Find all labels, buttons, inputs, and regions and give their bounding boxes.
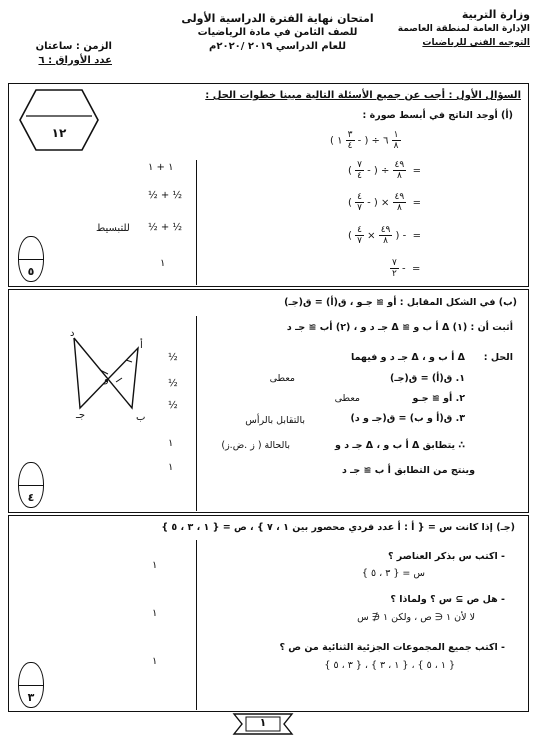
part-a-title: (أ) أوجد الناتج في أبسط صورة :: [362, 110, 513, 121]
dept-label: التوجيه الفني للرياضيات: [422, 38, 530, 48]
total-score-value: ١٢: [51, 126, 67, 140]
part-b-title: (ب) في الشكل المقابل : أو ≅ جـو ، ق(أ) = ق(جـ): [284, 297, 517, 308]
prove-label: أثبت أن : (١) Δ أ ب و ≅ Δ جـ د و ، (٢) أب ≅ جـ د: [286, 322, 513, 333]
simplify-label: للتبسيط: [96, 223, 130, 234]
mark-3c: ١: [152, 656, 158, 667]
mark-1d: ١: [160, 258, 166, 269]
fig-label-j: جـ: [76, 410, 86, 421]
header-right: [380, 8, 530, 50]
sol-line1-note: معطى: [269, 373, 295, 384]
section3-score-box: [18, 662, 44, 708]
exam-grade: للصف الثامن في مادة الرياضيات: [197, 27, 358, 38]
header-left: [12, 40, 112, 68]
mark-3a: ١: [152, 560, 158, 571]
sol-line5: وينتج من التطابق أ ب ≅ جـ د: [341, 465, 475, 476]
section3-divider: [196, 540, 197, 710]
section1-score: ٥: [27, 265, 35, 278]
mark-2c: ½: [168, 400, 178, 411]
section2-divider: [196, 316, 197, 511]
pages-label: عدد الأوراق : ٦: [38, 55, 112, 66]
section2-score: ٤: [27, 491, 35, 504]
calc-line-5: $\frac{٧}{٢}$ - =: [392, 258, 421, 279]
calc-line-2: ( $\frac{٧}{٤}$ - ) ÷ $\frac{٤٩}{٨}$ =: [348, 160, 421, 181]
q2: - هل ص ⊇ س ؟ ولماذا ؟: [390, 594, 505, 605]
q1-answer: س = { ٣ ، ٥ }: [361, 568, 425, 579]
exam-title: امتحان نهاية الفترة الدراسية الأولى: [181, 12, 374, 25]
q1: - اكتب س بذكر العناصر ؟: [387, 551, 505, 562]
fig-label-w: و: [104, 374, 109, 385]
sol-line1: ١. ق(أ) = ق(جـ): [389, 373, 465, 384]
time-label: الزمن : ساعتان: [35, 41, 112, 52]
section1-score-box: [18, 236, 44, 282]
exam-year: للعام الدراسي ٢٠١٩ /٢٠٢٠م: [209, 41, 346, 52]
calc-line-4: ( $\frac{٤}{٧}$ × $\frac{٤٩}{٨}$ ) - =: [348, 225, 421, 246]
section2-score-box: [18, 462, 44, 508]
fig-label-d: د: [70, 328, 75, 339]
sol-line4-note: بالحالة ( ز .ض.ز): [221, 440, 290, 451]
sol-line2-note: معطى: [334, 393, 360, 404]
header-center: [175, 12, 380, 54]
fig-label-b: ب: [136, 412, 146, 423]
mark-2d: ١: [168, 438, 174, 449]
region-label: الإدارة العامة لمنطقة العاصمة: [397, 24, 530, 34]
sol-line4: ∴ يتطابق Δ أ ب و ، Δ جـ د و: [335, 440, 465, 451]
sol-line3-note: بالتقابل بالرأس: [245, 415, 305, 426]
section1-title: السؤال الأول : أجب عن جميع الأسئلة التالية مبينا خطوات الحل :: [205, 90, 521, 101]
mark-1c: ½ + ½: [148, 222, 183, 233]
q2-answer: لا لأن ١ ∈ ص ، ولكن ١ ∉ س: [357, 612, 475, 623]
page-number: ١: [259, 716, 267, 729]
mark-3b: ١: [152, 608, 158, 619]
solution-label: الحل :: [483, 352, 513, 363]
sol-line3: ٣. ق(أ و ب) = ق(جـ و د): [350, 413, 465, 424]
mark-2a: ½: [168, 352, 178, 363]
fig-label-a: أ: [140, 340, 143, 351]
sol-line0: Δ أ ب و ، Δ جـ د و فيهما: [351, 352, 465, 363]
part-c-title: (جـ) إذا كانت س = { أ : أ عدد فردي محصور بين ١ ، ٧ } ، ص = { ١ ، ٣ ، ٥ }: [161, 522, 515, 533]
calc-line-3: ( $\frac{٤}{٧}$ - ) × $\frac{٤٩}{٨}$ =: [348, 192, 421, 213]
mark-2b: ½: [168, 378, 178, 389]
sol-line2: ٢. أو ≅ جـو: [412, 393, 465, 404]
mark-1b: ½ + ½: [148, 190, 183, 201]
section1-divider: [196, 160, 197, 285]
calc-line-1: ( ١ $\frac{٣}{٤}$ - ) ÷ ٦ $\frac{١}{٨}$: [330, 130, 399, 151]
mark-1a: ١ + ١: [148, 162, 174, 173]
q3: - اكتب جميع المجموعات الجزئية الثنائية من ص ؟: [279, 642, 505, 653]
q3-answer: { ١ ، ٥ } ، { ١ ، ٣ } ، { ٣ ، ٥ }: [324, 660, 455, 671]
ministry-label: وزارة التربية: [461, 8, 530, 21]
section3-score: ٣: [27, 691, 35, 704]
mark-2e: ١: [168, 462, 174, 473]
